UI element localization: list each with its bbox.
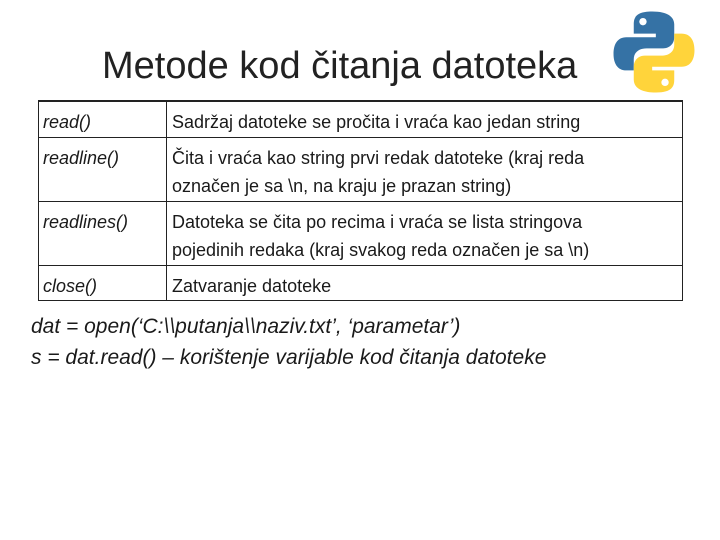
description-line: označen je sa \n, na kraju je prazan string) (172, 176, 512, 196)
method-row (39, 265, 682, 302)
method-row (39, 137, 682, 202)
method-description (172, 108, 678, 136)
method-name: read() (43, 112, 92, 132)
code-line: dat = open(‘C:\\putanja\\naziv.txt’, ‘parametar’) (31, 315, 461, 338)
method-description (172, 208, 678, 264)
method-name: readlines() (43, 212, 129, 232)
description-line: Sadržaj datoteke se pročita i vraća kao jedan string (172, 112, 581, 132)
method-row (39, 101, 682, 138)
description-line: Zatvaranje datoteke (172, 276, 332, 296)
methods-table (38, 100, 683, 301)
description-line: Čita i vraća kao string prvi redak datoteke (kraj reda (172, 148, 585, 168)
method-description (172, 144, 678, 200)
description-line: Datoteka se čita po recima i vraća se lista stringova (172, 212, 583, 232)
description-line: pojedinih redaka (kraj svakog reda označen je sa \n) (172, 240, 590, 260)
code-example (31, 311, 546, 373)
method-description (172, 272, 678, 300)
method-name: close() (43, 276, 98, 296)
python-logo-icon (608, 6, 700, 98)
method-row (39, 201, 682, 266)
method-name: readline() (43, 148, 120, 168)
code-line: s = dat.read() – korištenje varijable kod čitanja datoteke (31, 346, 547, 369)
slide-title: Metode kod čitanja datoteka (102, 45, 578, 87)
